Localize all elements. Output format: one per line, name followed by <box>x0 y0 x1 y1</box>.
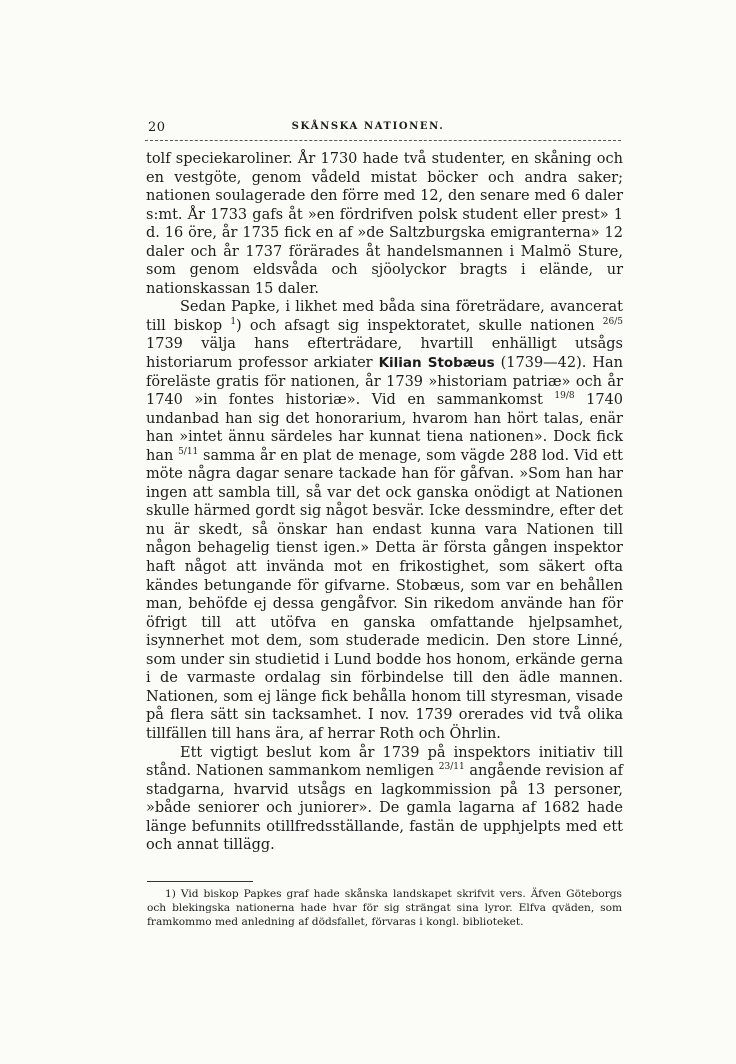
running-head: SKÅNSKA NATIONEN. <box>291 121 445 132</box>
footnote-marker: 1) <box>165 888 176 900</box>
p3-text-a: Ett vigtigt beslut kom år 1739 på inspektors initiativ till stånd. Nationen sammankom nemligen <box>146 744 623 780</box>
footnote-rule <box>147 881 253 882</box>
paragraph-2 <box>146 298 623 743</box>
p2-text-c: 1739 välja hans efterträdare, hvartill enhälligt utsågs historiarum professor arkiater <box>146 336 623 372</box>
p2-text-e: 1740 undanbad han sig det honorarium, hvarom han hört talas, enär han »intet ännu särdeles har kunnat tiena nationen». Dock fick han <box>146 392 624 464</box>
p2-text-f: samma år en plat de menage, som vägde 288 lod. Vid ett möte några dagar senare tackade han för gåfvan. »Som han har ingen att sambla till, så var det ock ganska onödigt at Nationen skulle härmed gordt sig något besvär. Icke dessmindre, efter det nu är skedt, så önskar han endast kunna vara Nationen till någon behagelig tienst igen.» Detta är första gången inspektor haft något att invända mot en frikostighet, som säkert ofta kändes betungande för gifvarne. Stobæus, som var en behållen man, behöfde ej dessa gengåfvor. Sin rikedom använde han för öfrigt till att utöfva en ganska omfattande hjelpsamhet, isynnerhet mot dem, som studerade medicin. Den store Linné, som under sin studietid i Lund bodde hos honom, erkände gerna i de varmaste ordalag sin förbindelse till den ädle mannen. Nationen, som ej länge fick behålla honom till styresman, visade på flera sätt sin tacksamhet. I nov. 1739 orerades vid två olika tillfällen till hans ära, af herrar Roth och Öhrlin. <box>146 447 623 742</box>
paragraph-1: tolf speciekaroliner. År 1730 hade två studenter, en skåning och en vestgöte, genom vådeld mistat böcker och andra saker; nationen soulagerade den förre med 12, den senare med 6 daler s:mt. År 1733 gafs åt »en fördrifven polsk student eller prest» 1 d. 16 öre, år 1735 fick en af »de Saltzburgska emigranterna» 12 daler och år 1737 förärades åt handelsmannen i Malmö Sture, som genom eldsvåda och sjöolyckor bragts i elände, ur nationskassan 15 daler. <box>146 151 623 297</box>
body-text <box>146 150 623 855</box>
person-name: Kilian Stobæus <box>378 355 495 372</box>
p2-text-b: ) och afsagt sig inspektoratet, skulle nationen <box>236 317 595 334</box>
date-fraction: 26/5 <box>602 317 623 328</box>
date-fraction: 19/8 <box>554 391 575 402</box>
footnote <box>147 887 622 929</box>
p3-text-b: angående revision af stadgarna, hvarvid utsågs en lagkommission på 13 personer, »både seniorer och juniorer». De gamla lagarna af 1682 hade länge befunnits otillfredsställande, fastän de upphjelpts med ett och annat tillägg. <box>146 763 624 854</box>
page-number: 20 <box>148 120 166 135</box>
header-rule <box>145 140 621 141</box>
date-fraction: 5/11 <box>178 446 199 457</box>
p2-text-a: Sedan Papke, i likhet med båda sina företrädare, avancerat till biskop <box>146 299 623 334</box>
p2-text-d: (1739—42). Han föreläste gratis för nationen, år 1739 »historiam patriæ» och år 1740 »in fontes historiæ». Vid en sammankomst <box>146 355 623 409</box>
footnote-ref: 1 <box>230 317 237 328</box>
footnote-text: Vid biskop Papkes graf hade skånska landskapet skrifvit vers. Äfven Göteborgs och blekingska nationerna hade hvar för sig strängat sina lyror. Elfva qväden, som framkommo med anledning af dödsfallet, förvaras i kongl. biblioteket. <box>147 888 622 928</box>
date-fraction: 23/11 <box>438 762 465 773</box>
paragraph-3 <box>146 744 623 855</box>
